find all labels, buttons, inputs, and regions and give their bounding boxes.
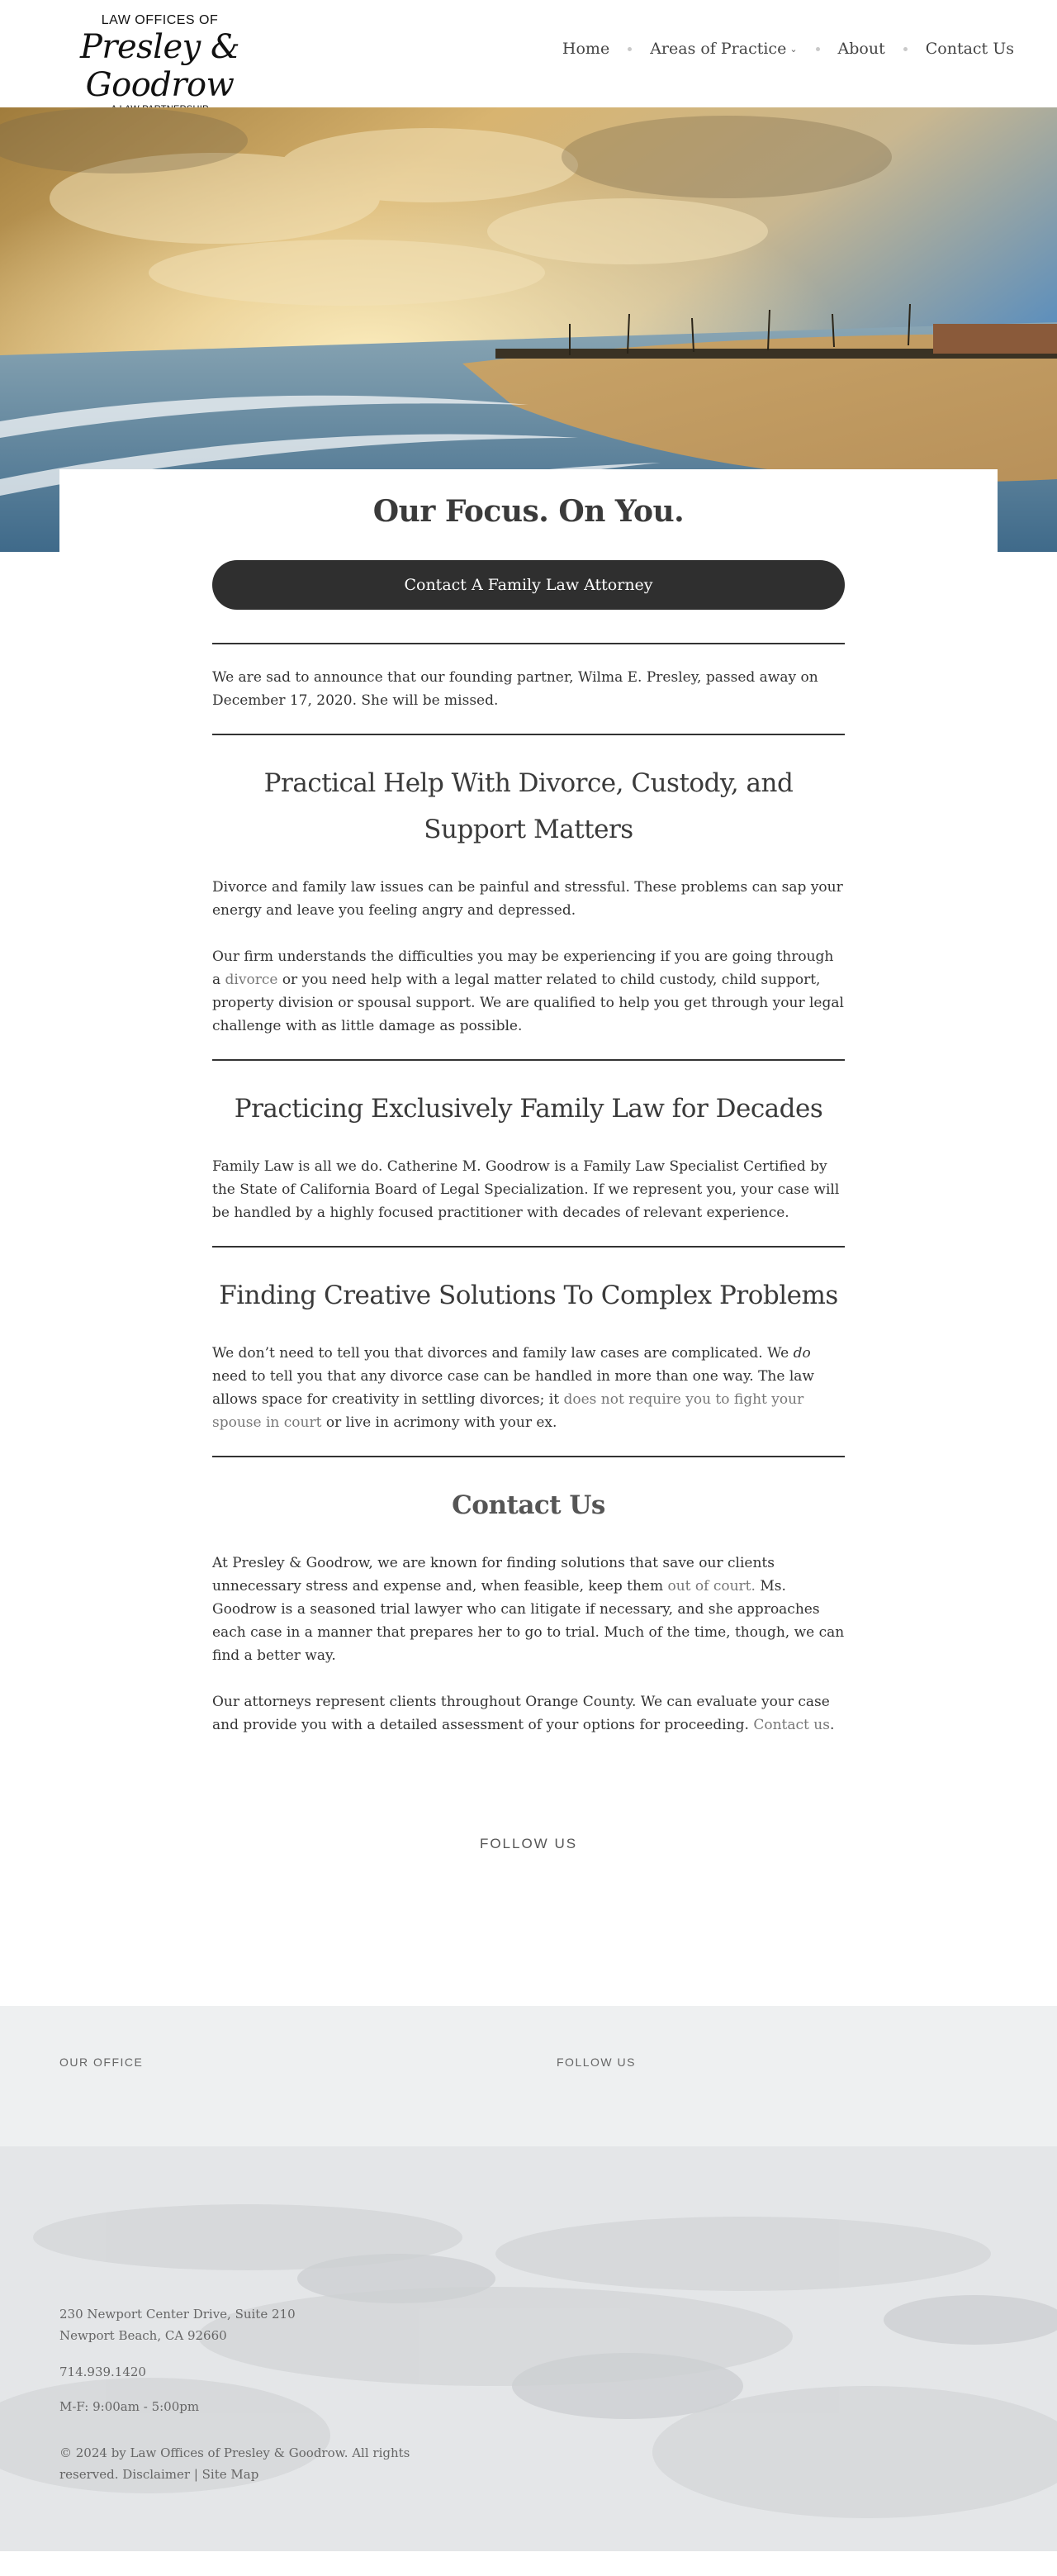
section-paragraph: Family Law is all we do. Catherine M. Goodrow is a Family Law Specialist Certified by the State of California Board of Legal Specialization. If we represent you, your case will be handled by a highly focused practitioner with decades of relevant experience.: [212, 1158, 840, 1221]
logo[interactable]: [46, 13, 273, 114]
section-paragraph: At Presley & Goodrow, we are known for finding solutions that save our clients unnecessary stress and expense and, when feasible, keep them out of court. Ms. Goodrow is a seasoned trial lawyer who can litigate if necessary, and she approaches each case in a manner that prepares her to go to trial. Much of the time, though, we can find a better way.: [212, 1555, 845, 1664]
divider: [212, 1246, 845, 1248]
footer-hours: M-F: 9:00am - 5:00pm: [59, 2399, 200, 2414]
focus-card: [59, 469, 998, 552]
section-paragraph: Our firm understands the difficulties you may be experiencing if you are going through a divorce or you need help with a legal matter related to child custody, child support, property division or spousal support. We are qualified to help you get through your legal challenge with as little damage as possible.: [212, 948, 844, 1034]
nav-home[interactable]: Home: [562, 40, 610, 58]
footer-address: [59, 2303, 296, 2346]
section-heading-creative-solutions: Finding Creative Solutions To Complex Problems: [219, 1281, 838, 1310]
section-paragraph: Divorce and family law issues can be painful and stressful. These problems can sap your energy and leave you feeling angry and depressed.: [212, 879, 843, 919]
nav-separator-dot: [816, 47, 820, 51]
logo-top-text: LAW OFFICES OF: [101, 13, 219, 27]
nav-about[interactable]: About: [837, 40, 885, 58]
logo-main-text: Presley & Goodrow: [79, 28, 240, 104]
section-heading-contact-us: Contact Us: [452, 1490, 605, 1520]
section-heading-practical-help: Practical Help With Divorce, Custody, and Support Matters: [263, 768, 794, 844]
section-heading-family-law: Practicing Exclusively Family Law for Decades: [234, 1094, 823, 1124]
footer-phone[interactable]: 714.939.1420: [59, 2365, 146, 2379]
main-nav: [562, 40, 1014, 58]
divider: [212, 734, 845, 735]
out-of-court-link[interactable]: out of court.: [667, 1578, 756, 1595]
footer-copyright: [59, 2442, 410, 2485]
footer-legal-links: reserved. Disclaimer | Site Map: [59, 2467, 259, 2482]
divorce-link[interactable]: divorce: [225, 972, 278, 988]
site-footer: [0, 2006, 1057, 2551]
copyright-text: © 2024 by Law Offices of Presley & Goodrow. All rights: [59, 2445, 410, 2460]
footer-follow-heading: FOLLOW US: [557, 2056, 636, 2069]
announcement-text: We are sad to announce that our founding partner, Wilma E. Presley, passed away on December 17, 2020. She will be missed.: [212, 669, 818, 709]
footer-bottom-strip: [0, 2551, 1057, 2576]
follow-us-heading: FOLLOW US: [479, 1836, 578, 1851]
footer-office-heading: OUR OFFICE: [59, 2056, 144, 2069]
site-header: [0, 0, 1057, 107]
nav-areas-label: Areas of Practice: [650, 40, 787, 58]
nav-separator-dot: [903, 47, 908, 51]
address-line-1: 230 Newport Center Drive, Suite 210: [59, 2307, 296, 2322]
focus-title: Our Focus. On You.: [372, 494, 685, 529]
site-map-link[interactable]: Site Map: [201, 2467, 259, 2482]
contact-attorney-button[interactable]: Contact A Family Law Attorney: [212, 560, 845, 610]
divider: [212, 643, 845, 644]
contact-us-link[interactable]: Contact us: [753, 1717, 830, 1733]
nav-contact-us[interactable]: Contact Us: [925, 40, 1014, 58]
divider: [212, 1456, 845, 1457]
chevron-down-icon: ⌄: [789, 44, 798, 55]
main-content: [212, 552, 845, 1852]
nav-areas-of-practice[interactable]: [650, 40, 797, 58]
address-line-2: Newport Beach, CA 92660: [59, 2328, 227, 2343]
section-paragraph: We don’t need to tell you that divorces and family law cases are complicated. We do need to tell you that any divorce case can be handled in more than one way. The law allows space for creativity in settling divorces; it does not require you to fight your spouse in court or live in acrimony with your ex.: [212, 1345, 814, 1431]
nav-separator-dot: [628, 47, 632, 51]
divider: [212, 1059, 845, 1061]
fight-in-court-link[interactable]: does not require you to fight your spouse in court: [212, 1391, 804, 1431]
disclaimer-link[interactable]: Disclaimer: [122, 2467, 191, 2482]
section-paragraph: Our attorneys represent clients throughout Orange County. We can evaluate your case and provide you with a detailed assessment of your options for proceeding. Contact us.: [212, 1694, 835, 1733]
